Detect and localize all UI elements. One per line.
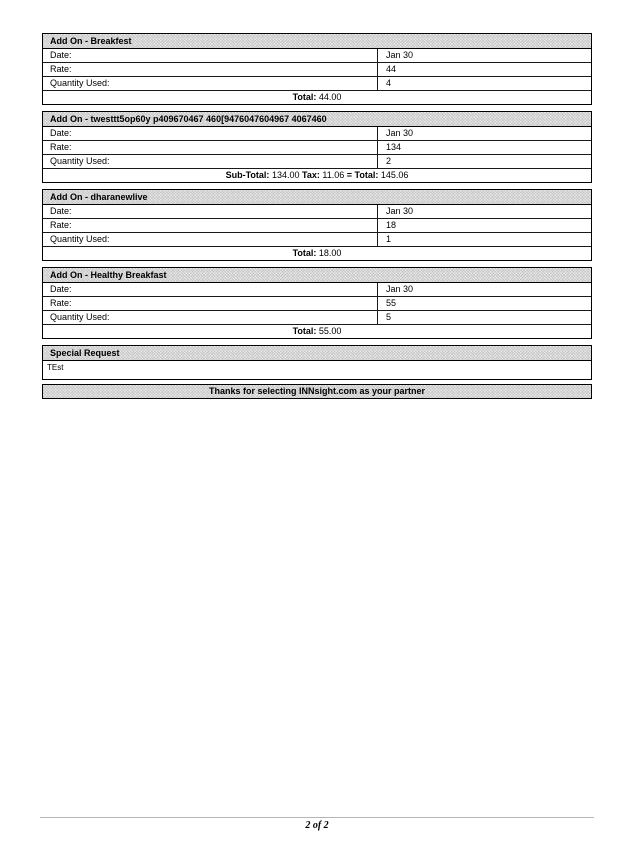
quantity-used-label: Quantity Used: bbox=[43, 155, 378, 168]
total-row bbox=[43, 246, 591, 260]
addon-table bbox=[42, 189, 592, 261]
quantity-used-value: 5 bbox=[386, 312, 392, 322]
rate-value: 18 bbox=[386, 220, 397, 230]
rate-value: 44 bbox=[386, 64, 397, 74]
rate-value: 134 bbox=[386, 142, 402, 152]
invoice-content bbox=[42, 33, 592, 399]
page-footer bbox=[40, 817, 594, 831]
quantity-used-label: Quantity Used: bbox=[43, 233, 378, 246]
date-value: Jan 30 bbox=[386, 206, 414, 216]
addon-title: Add On - Healthy Breakfast bbox=[50, 270, 167, 280]
total-label: Total: bbox=[292, 248, 317, 258]
subtotal-tax-total-row bbox=[43, 168, 591, 182]
quantity-used-row bbox=[43, 232, 591, 246]
quantity-used-row bbox=[43, 76, 591, 90]
addon-table bbox=[42, 267, 592, 339]
date-row bbox=[43, 127, 591, 140]
special-request-box bbox=[42, 345, 592, 380]
quantity-used-value: 1 bbox=[386, 234, 392, 244]
rate-row bbox=[43, 140, 591, 154]
total-label: Total: bbox=[292, 326, 317, 336]
equals-total-label: = Total: bbox=[346, 170, 379, 180]
rate-label: Rate: bbox=[43, 219, 378, 232]
rate-value: 55 bbox=[386, 298, 397, 308]
date-label: Date: bbox=[43, 49, 378, 62]
date-value: Jan 30 bbox=[386, 128, 414, 138]
special-request-title: Special Request bbox=[50, 348, 120, 358]
total-label: Total: bbox=[292, 92, 317, 102]
date-row bbox=[43, 49, 591, 62]
grand-total-value: 145.06 bbox=[380, 170, 409, 180]
page-number: 2 of 2 bbox=[305, 820, 329, 831]
addon-table-header bbox=[43, 190, 591, 205]
date-value: Jan 30 bbox=[386, 50, 414, 60]
addon-table bbox=[42, 33, 592, 105]
date-label: Date: bbox=[43, 127, 378, 140]
total-value: 18.00 bbox=[318, 248, 342, 258]
addon-table-header bbox=[43, 112, 591, 127]
addon-table-header bbox=[43, 268, 591, 283]
quantity-used-value: 4 bbox=[386, 78, 392, 88]
quantity-used-label: Quantity Used: bbox=[43, 77, 378, 90]
date-label: Date: bbox=[43, 283, 378, 296]
date-label: Date: bbox=[43, 205, 378, 218]
rate-row bbox=[43, 296, 591, 310]
total-row bbox=[43, 90, 591, 104]
special-request-header bbox=[43, 346, 591, 361]
addon-table-header bbox=[43, 34, 591, 49]
date-value: Jan 30 bbox=[386, 284, 414, 294]
addon-title: Add On - Breakfest bbox=[50, 36, 132, 46]
date-row bbox=[43, 205, 591, 218]
total-value: 55.00 bbox=[318, 326, 342, 336]
rate-label: Rate: bbox=[43, 141, 378, 154]
tax-value: 11.06 bbox=[322, 170, 345, 180]
total-row bbox=[43, 324, 591, 338]
rate-row bbox=[43, 218, 591, 232]
addon-table bbox=[42, 111, 592, 183]
total-value: 44.00 bbox=[318, 92, 342, 102]
quantity-used-row bbox=[43, 154, 591, 168]
quantity-used-label: Quantity Used: bbox=[43, 311, 378, 324]
special-request-content: TEst bbox=[47, 363, 64, 372]
tax-label: Tax: bbox=[302, 170, 320, 180]
rate-label: Rate: bbox=[43, 297, 378, 310]
rate-label: Rate: bbox=[43, 63, 378, 76]
thanks-banner: Thanks for selecting INNsight.com as your partner bbox=[42, 384, 592, 399]
rate-row bbox=[43, 62, 591, 76]
quantity-used-value: 2 bbox=[386, 156, 392, 166]
addon-sections bbox=[42, 33, 592, 339]
addon-title: Add On - twesttt5op60y p409670467 460[9476047604967 4067460 bbox=[50, 114, 327, 124]
subtotal-value: 134.00 bbox=[271, 170, 300, 180]
subtotal-label: Sub-Total: bbox=[225, 170, 270, 180]
quantity-used-row bbox=[43, 310, 591, 324]
addon-title: Add On - dharanewlive bbox=[50, 192, 148, 202]
date-row bbox=[43, 283, 591, 296]
